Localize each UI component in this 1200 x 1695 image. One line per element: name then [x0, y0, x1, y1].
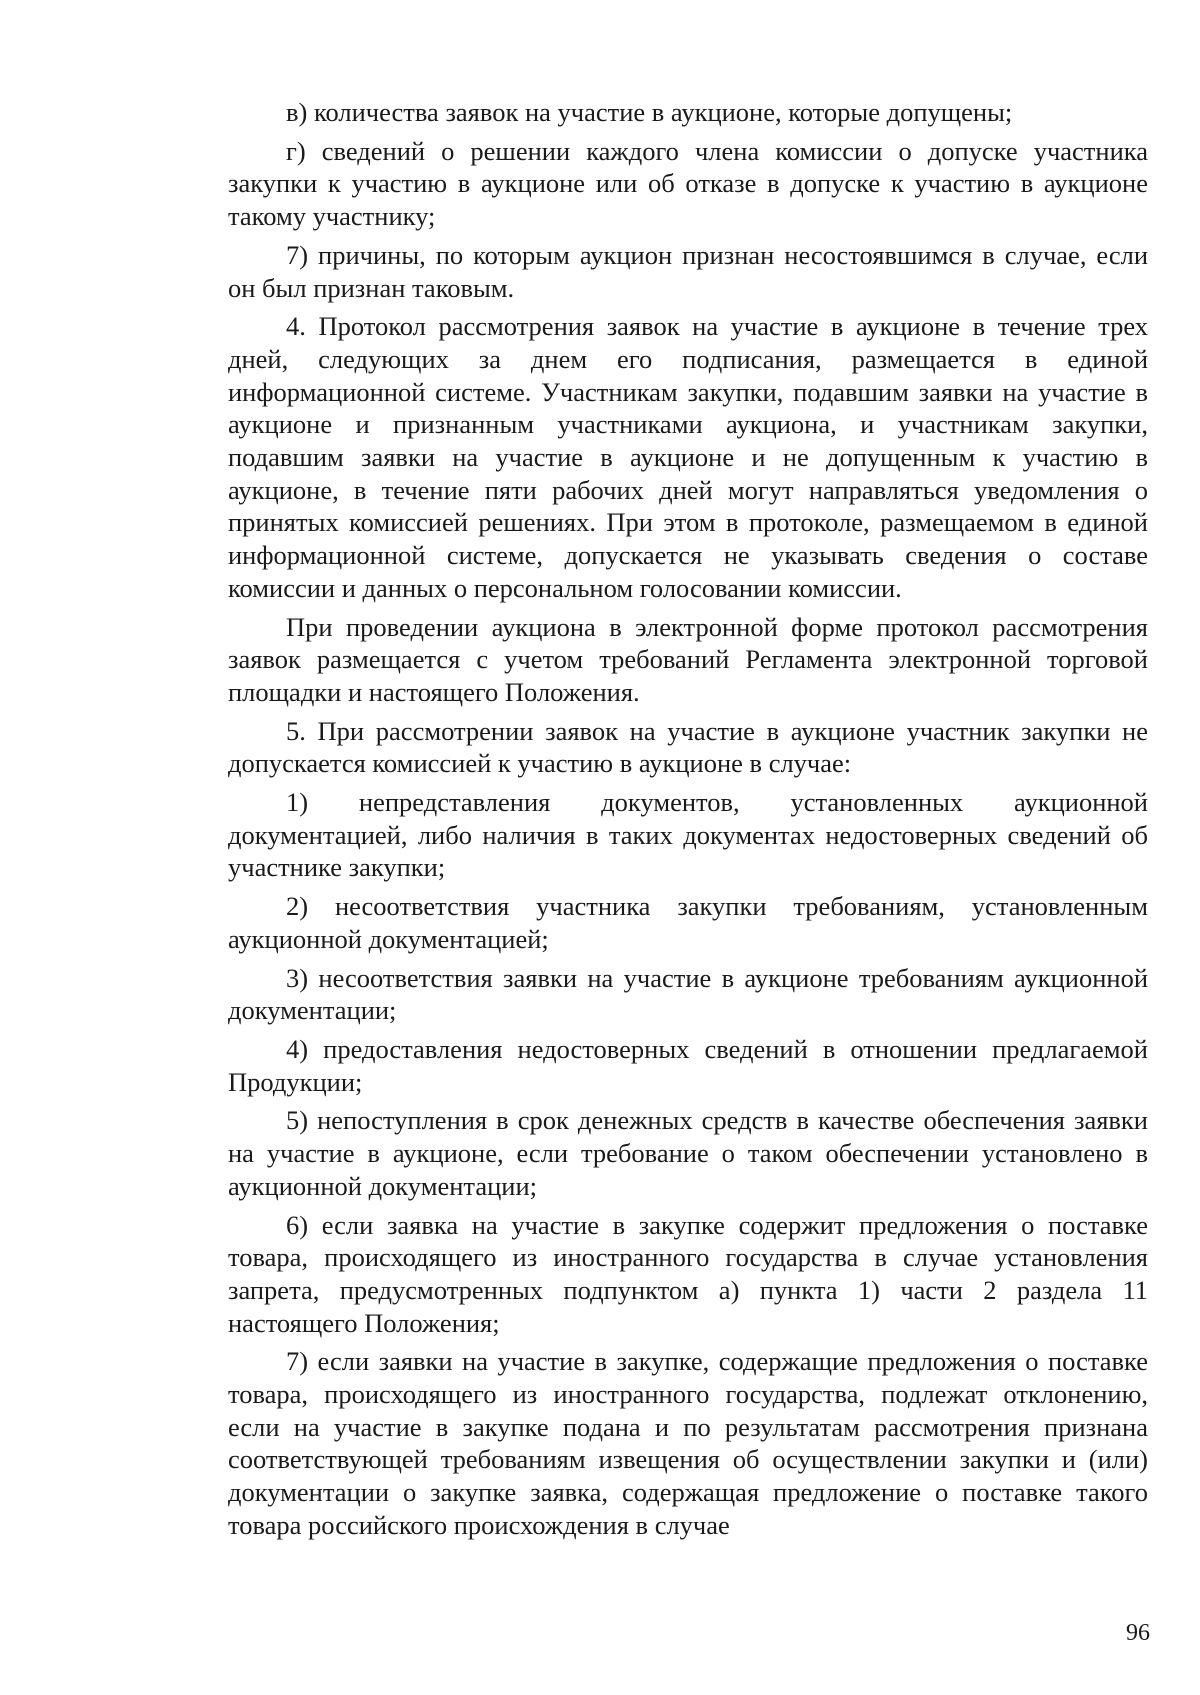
paragraph-subitem-v: в) количества заявок на участие в аукционе, которые допущены;: [286, 97, 1013, 127]
paragraph-reason-7: 7) если заявки на участие в закупке, содержащие предложения о поставке товара, происходящего из иностранного государства, подлежат отклонению, если на участие в закупке подана и по результатам рассмотрения признана соответствующей требованиям извещения об осуществлении закупки и (или) документации о закупке заявка, содержащая предложение о поставке такого товара российского происхождения в случае: [228, 1346, 1148, 1540]
paragraph-clause-4: 4. Протокол рассмотрения заявок на участие в аукционе в течение трех дней, следующих за днем его подписания, размещается в единой информационной системе. Участникам закупки, подавшим заявки на участие в аукционе и признанным участниками аукциона, и участникам закупки, подавшим заявки на участие в аукционе и не допущенным к участию в аукционе, в течение пяти рабочих дней могут направляться уведомления о принятых комиссией решениях. При этом в протоколе, размещаемом в единой информационной системе, допускается не указывать сведения о составе комиссии и данных о персональном голосовании комиссии.: [228, 311, 1148, 603]
page-number: 96: [1126, 1620, 1150, 1646]
paragraph-electronic-form: При проведении аукциона в электронной форме протокол рассмотрения заявок размещается с учетом требований Регламента электронной торговой площадки и настоящего Положения.: [228, 611, 1148, 707]
paragraph-reason-2: 2) несоответствия участника закупки требованиям, установленным аукционной документацией;: [228, 891, 1148, 954]
paragraph-reason-6: 6) если заявка на участие в закупке содержит предложения о поставке товара, происходящего из иностранного государства в случае установления запрета, предусмотренных подпунктом а) пункта 1) части 2 раздела 11 настоящего Положения;: [228, 1209, 1148, 1338]
paragraph-reason-1: 1) непредставления документов, установленных аукционной документацией, либо наличия в таких документах недостоверных сведений об участнике закупки;: [228, 787, 1148, 883]
paragraph-clause-5: 5. При рассмотрении заявок на участие в аукционе участник закупки не допускается комиссией к участию в аукционе в случае:: [228, 715, 1148, 779]
paragraph-subitem-g: г) сведений о решении каждого члена комиссии о допуске участника закупки к участию в аукционе или об отказе в допуске к участию в аукционе такому участнику;: [228, 135, 1148, 232]
paragraph-reason-3: 3) несоответствия заявки на участие в аукционе требованиям аукционной документации;: [228, 962, 1148, 1026]
document-body: [228, 96, 1148, 1548]
paragraph-item-7: 7) причины, по которым аукцион признан несостоявшимся в случае, если он был признан таковым.: [228, 239, 1148, 303]
paragraph-reason-4: 4) предоставления недостоверных сведений в отношении предлагаемой Продукции;: [228, 1033, 1148, 1097]
paragraph-reason-5: 5) непоступления в срок денежных средств в качестве обеспечения заявки на участие в аукционе, если требование о таком обеспечении установлено в аукционной документации;: [228, 1105, 1148, 1201]
